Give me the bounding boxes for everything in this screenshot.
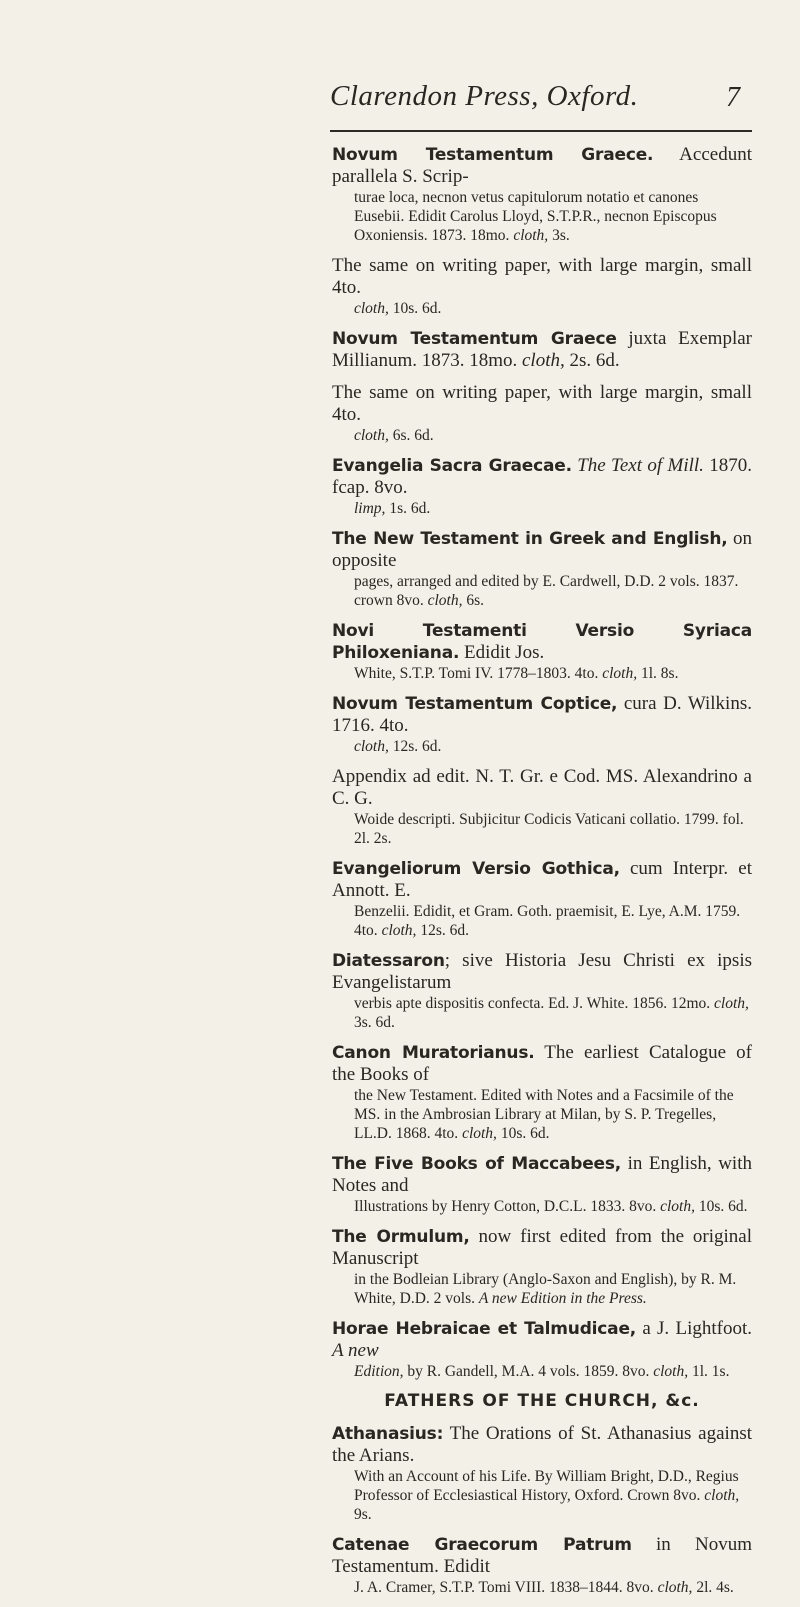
entry-title: Evangelia Sacra Graecae. xyxy=(332,456,572,476)
entry-title: Athanasius: xyxy=(332,1424,444,1444)
entry-binding: cloth, xyxy=(354,427,389,444)
entry-binding: A new Edition in the Press. xyxy=(478,1290,647,1307)
entry-price: 3s. 6d. xyxy=(354,1014,395,1031)
entry-title: The New Testament in Greek and English, xyxy=(332,529,728,549)
entry-binding: cloth, xyxy=(714,995,749,1012)
catalogue-entry xyxy=(332,858,752,940)
entry-text: Edidit Jos. xyxy=(459,642,545,663)
header-rule xyxy=(330,130,752,132)
entry-price: 1l. 1s. xyxy=(688,1363,730,1380)
catalogue-body xyxy=(332,144,752,1607)
catalogue-entry xyxy=(332,1042,752,1143)
entry-title: The Five Books of Maccabees, xyxy=(332,1154,622,1174)
entry-title: Evangeliorum Versio Gothica, xyxy=(332,859,620,879)
catalogue-entry xyxy=(332,255,752,318)
entry-binding: cloth, xyxy=(704,1487,740,1504)
entry-binding: cloth, xyxy=(653,1363,689,1380)
entry-detail: turae loca, necnon vetus capitulorum notatio et canones Eusebii. Edidit Carolus Lloyd, S.T.P.R., necnon Episcopus Oxoniensis. 1873. 18mo. xyxy=(354,189,717,244)
entry-binding: cloth, xyxy=(657,1579,693,1596)
entry-binding: cloth, xyxy=(513,227,549,244)
entry-title: Novum Testamentum Graece. xyxy=(332,145,654,165)
catalogue-entry xyxy=(332,1534,752,1597)
catalogue-entry xyxy=(332,1153,752,1216)
entry-detail: in the Bodleian Library (Anglo-Saxon and English), by R. M. White, D.D. 2 vols. xyxy=(354,1271,737,1307)
entry-title: Novum Testamentum Coptice, xyxy=(332,694,618,714)
entry-text: cum Interpr. et Annott. E. xyxy=(332,858,752,901)
entry-binding: cloth, xyxy=(522,350,565,371)
entry-text: ; sive Historia Jesu Christi ex ipsis Evangelistarum xyxy=(332,950,752,993)
entry-title: Catenae Graecorum Patrum xyxy=(332,1535,632,1555)
entry-price: 2l. 4s. xyxy=(692,1579,734,1596)
entry-detail: J. A. Cramer, S.T.P. Tomi VIII. 1838–1844. 8vo. xyxy=(354,1579,654,1596)
entry-binding: cloth, xyxy=(660,1198,695,1215)
entry-text: The Orations of St. Athanasius against the Arians. xyxy=(332,1423,752,1466)
entry-subtitle: A new xyxy=(332,1340,379,1361)
entry-price: 12s. 6d. xyxy=(388,738,442,755)
entry-text: in Novum Testamentum. Edidit xyxy=(332,1534,752,1577)
entry-text: The earliest Catalogue of the Books of xyxy=(332,1042,752,1085)
entry-title: Novi Testamenti Versio Syriaca Philoxeniana. xyxy=(332,621,752,663)
entry-price: 6s. 6d. xyxy=(388,427,434,444)
entry-text: on opposite xyxy=(332,528,752,571)
entry-text: now first edited from the original Manuscript xyxy=(332,1226,752,1269)
entry-binding: cloth, xyxy=(354,300,389,317)
entry-title: Horae Hebraicae et Talmudicae, xyxy=(332,1319,637,1339)
entry-detail: With an Account of his Life. By William Bright, D.D., Regius Professor of Ecclesiastical History, Oxford. Crown 8vo. xyxy=(354,1468,739,1504)
entry-text: 1870. fcap. 8vo. xyxy=(332,455,753,498)
entry-text: in English, with Notes and xyxy=(332,1153,752,1196)
entry-detail: Woide descripti. Subjicitur Codicis Vaticani collatio. 1799. fol. 2l. 2s. xyxy=(354,811,744,847)
section-heading: FATHERS OF THE CHURCH, &c. xyxy=(384,1391,700,1411)
entry-title: Canon Muratorianus. xyxy=(332,1043,535,1063)
catalogue-entry xyxy=(332,1318,752,1381)
entry-detail: White, S.T.P. Tomi IV. 1778–1803. 4to. xyxy=(354,665,599,682)
entry-binding: cloth, xyxy=(602,665,638,682)
entry-detail: Benzelii. Edidit, et Gram. Goth. praemisit, E. Lye, A.M. 1759. 4to. xyxy=(354,903,741,939)
entry-price: 12s. 6d. xyxy=(416,922,469,939)
entry-text: cura D. Wilkins. 1716. 4to. xyxy=(332,693,752,736)
entry-text: Accedunt parallela S. Scrip- xyxy=(332,144,752,187)
entry-price: 10s. 6d. xyxy=(388,300,442,317)
entry-edition: Edition, xyxy=(354,1363,404,1380)
entry-binding: cloth, xyxy=(354,738,389,755)
entry-binding: cloth, xyxy=(427,592,463,609)
entry-binding: cloth, xyxy=(381,922,417,939)
catalogue-entry xyxy=(332,620,752,683)
catalogue-entry xyxy=(332,1423,752,1524)
entry-price: 1s. 6d. xyxy=(385,500,431,517)
entry-binding: cloth, xyxy=(462,1125,497,1142)
entry-text: The same on writing paper, with large margin, small 4to. xyxy=(332,255,752,298)
page-header xyxy=(330,80,740,120)
entry-title: The Ormulum, xyxy=(332,1227,470,1247)
catalogue-entry xyxy=(332,950,752,1032)
catalogue-entry xyxy=(332,382,752,445)
entry-title: Novum Testamentum Graece xyxy=(332,329,617,349)
entry-price: 2s. 6d. xyxy=(564,350,620,371)
catalogue-entry xyxy=(332,455,752,518)
entry-text: a J. Lightfoot. xyxy=(636,1318,752,1339)
entry-price: 1l. 8s. xyxy=(637,665,679,682)
entry-price: 10s. 6d. xyxy=(695,1198,748,1215)
catalogue-entry xyxy=(332,693,752,756)
entry-price: 10s. 6d. xyxy=(496,1125,550,1142)
catalogue-entry xyxy=(332,328,752,372)
entry-binding: limp, xyxy=(354,500,386,517)
entry-text: The same on writing paper, with large margin, small 4to. xyxy=(332,382,752,425)
entry-detail: pages, arranged and edited by E. Cardwell, D.D. 2 vols. 1837. crown 8vo. xyxy=(354,573,739,609)
entry-price: 3s. xyxy=(548,227,570,244)
catalogue-entry xyxy=(332,144,752,245)
entry-detail: by R. Gandell, M.A. 4 vols. 1859. 8vo. xyxy=(403,1363,650,1380)
entry-detail: verbis apte dispositis confecta. Ed. J. White. 1856. 12mo. xyxy=(354,995,711,1012)
entry-detail: Illustrations by Henry Cotton, D.C.L. 1833. 8vo. xyxy=(354,1198,657,1215)
entry-price: 6s. xyxy=(462,592,485,609)
catalogue-entry xyxy=(332,766,752,848)
entry-detail: the New Testament. Edited with Notes and a Facsimile of the MS. in the Ambrosian Library at Milan, by S. P. Tregelles, LL.D. 1868. 4to. xyxy=(354,1087,734,1142)
entry-price: 9s. xyxy=(354,1506,372,1523)
page-number: 7 xyxy=(726,82,740,113)
catalogue-entry xyxy=(332,1226,752,1308)
running-title: Clarendon Press, Oxford. xyxy=(330,80,639,112)
catalogue-entry xyxy=(332,528,752,610)
entry-subtitle: The Text of Mill. xyxy=(571,455,704,476)
entry-text: juxta Exemplar Millianum. 1873. 18mo. xyxy=(332,328,752,371)
entry-text: Appendix ad edit. N. T. Gr. e Cod. MS. Alexandrino a C. G. xyxy=(332,766,752,809)
entry-title: Diatessaron xyxy=(332,951,445,971)
